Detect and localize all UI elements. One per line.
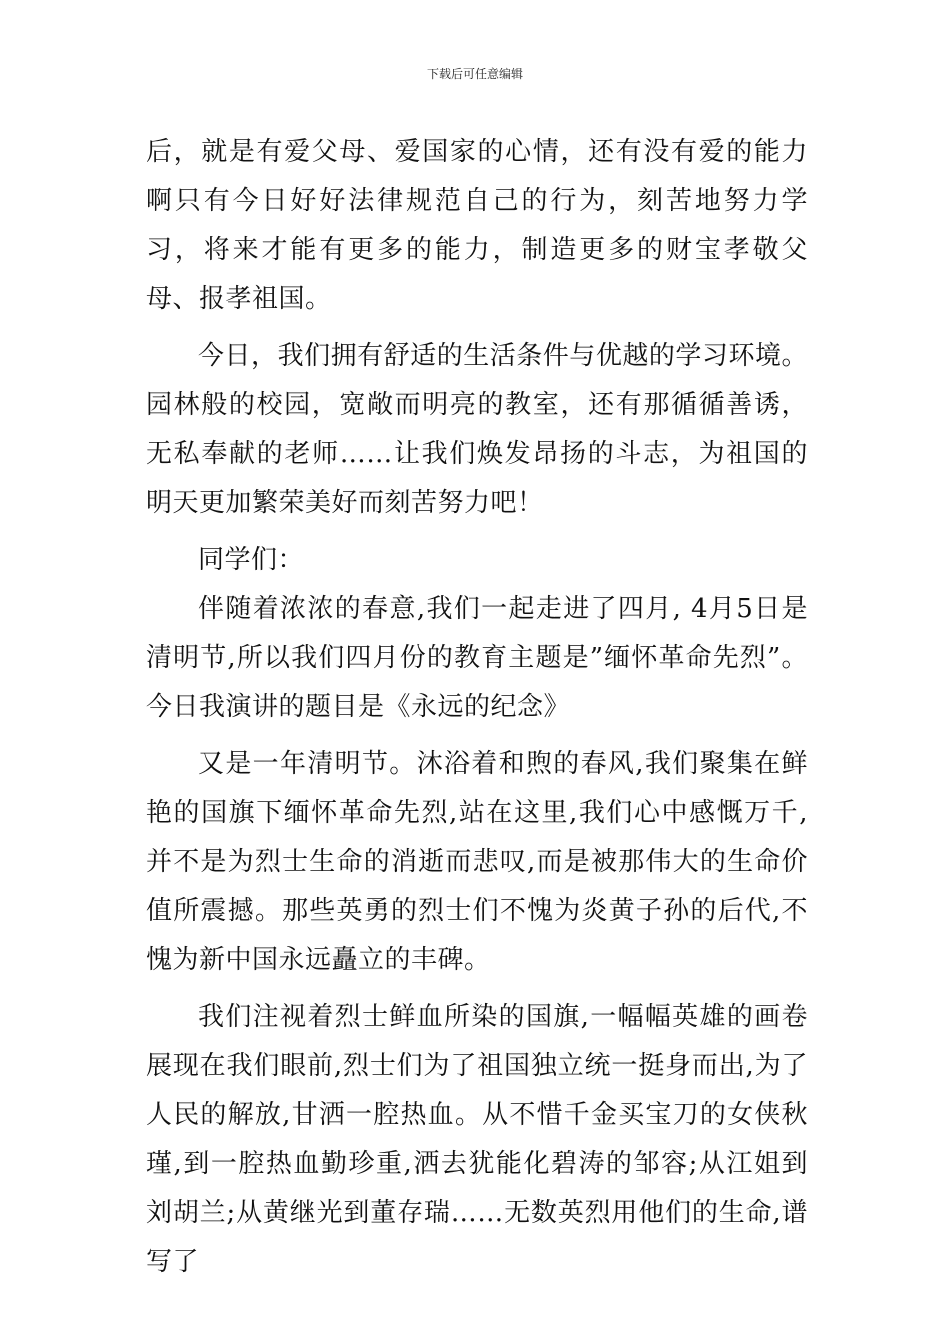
paragraph-heroes: 我们注视着烈士鲜血所染的国旗,一幅幅英雄的画卷展现在我们眼前,烈士们为了祖国独立统一挺身而出,为了人民的解放,甘洒一腔热血。从不惜千金买宝刀的女侠秋瑾,到一腔热血勤珍重,洒去犹能化碧涛的邹容;从江姐到刘胡兰;从黄继光到董存瑞……无数英烈用他们的生命,谱写了 [146,1002,808,1277]
document-body [146,128,808,1287]
paragraph-continued: 后，就是有爱父母、爱国家的心情，还有没有爱的能力啊只有今日好好法律规范自己的行为，刻苦地努力学习，将来才能有更多的能力，制造更多的财宝孝敬父母、报孝祖国。 [146,137,808,314]
paragraph-qingming: 又是一年清明节。沐浴着和煦的春风,我们聚集在鲜艳的国旗下缅怀革命先烈,站在这里,我们心中感慨万千,并不是为烈士生命的消逝而悲叹,而是被那伟大的生命价值所震撼。那些英勇的烈士们不愧为炎黄子孙的后代,不愧为新中国永远矗立的丰碑。 [146,749,808,975]
paragraph-salutation: 同学们： [198,545,305,575]
paragraph-speech-intro: 伴随着浓浓的春意,我们一起走进了四月, 4月5日是清明节,所以我们四月份的教育主题是”缅怀革命先烈”。今日我演讲的题目是《永远的纪念》 [146,594,808,722]
paragraph-environment: 今日，我们拥有舒适的生活条件与优越的学习环境。园林般的校园，宽敞而明亮的教室，还有那循循善诱，无私奉献的老师……让我们焕发昂扬的斗志，为祖国的明天更加繁荣美好而刻苦努力吧！ [146,341,808,518]
page-header: 下载后可任意编辑 [426,67,523,81]
